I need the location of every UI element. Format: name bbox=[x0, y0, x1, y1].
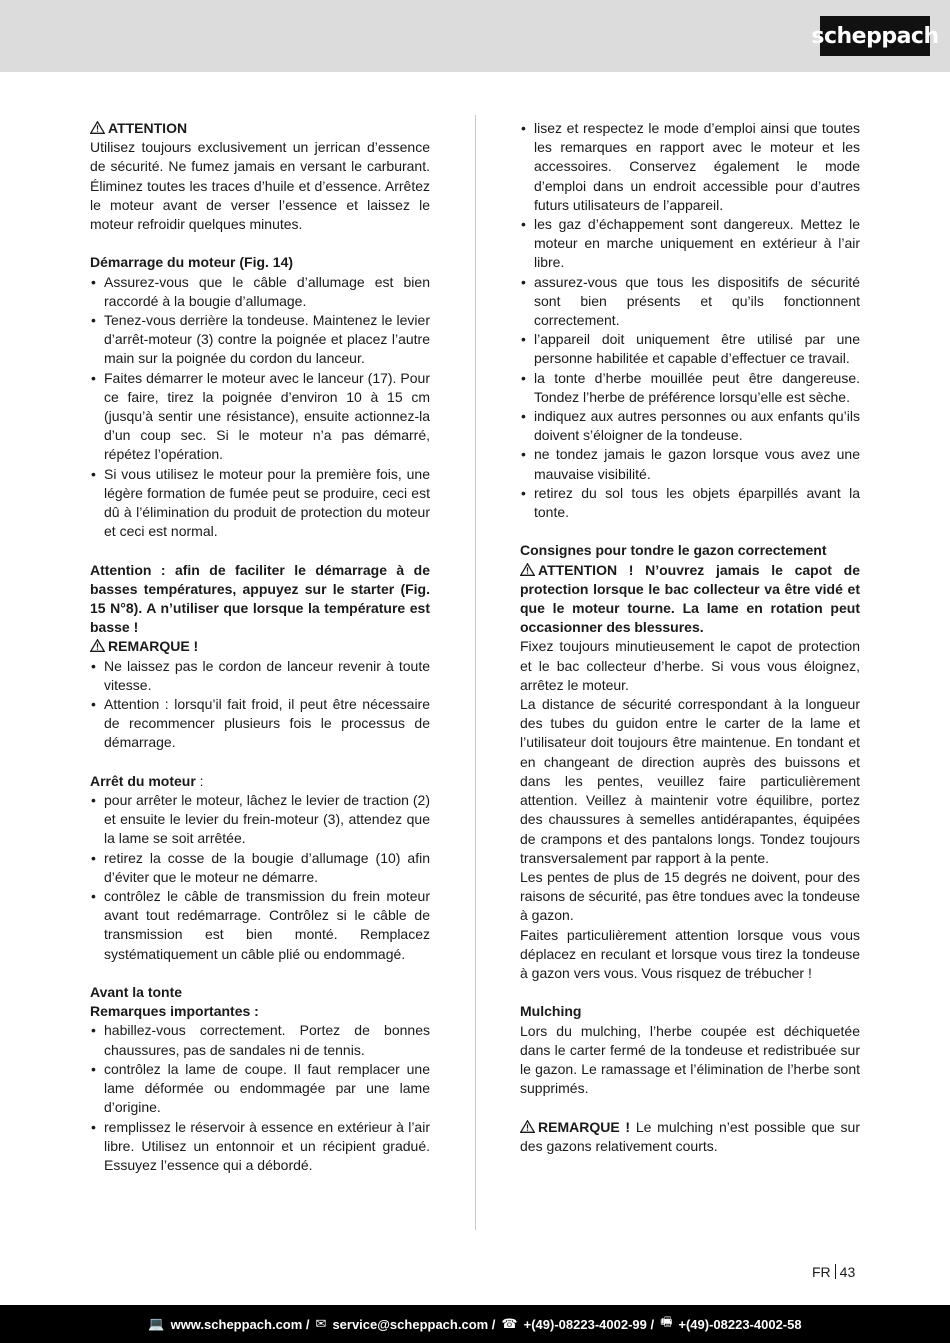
footer-phone: +(49)-08223-4002-99 / bbox=[523, 1316, 655, 1332]
attention-text: Utilisez toujours exclusivement un jerrican d’essence de sécurité. Ne fumez jamais en versant le carburant. Éliminez toutes les traces d’huile et d’essence. Arrêtez le moteur avant de verser l’essence et laissez le moteur refroidir quelques minutes. bbox=[90, 139, 430, 233]
header-band bbox=[0, 0, 950, 72]
engine-stop-heading-suffix: : bbox=[195, 772, 204, 789]
list-item: • contrôlez le câble de transmission du frein moteur avant tout redémarrage. Contrôlez si le câble de transmission est bien monté. Remplacez systématiquement un câble plié ou endommagé. bbox=[90, 887, 430, 964]
mulching-text: Lors du mulching, l’herbe coupée est déchiquetée dans le carter fermé de la tondeuse et redistribuée sur le gazon. Le ramassage et l’élimination de l’herbe sont supprimés. bbox=[520, 1022, 860, 1097]
paragraph: Les pentes de plus de 15 degrés ne doivent, pour des raisons de sécurité, pas être tondues avec la tondeuse à gazon. bbox=[520, 868, 860, 924]
right-column bbox=[520, 119, 860, 1156]
starter-note: Attention : afin de faciliter le démarrage à de basses températures, appuyez sur le starter (Fig. 15 N°8). A n’utiliser que lorsque la température est basse ! bbox=[90, 561, 430, 636]
list-item: • retirez du sol tous les objets éparpillés avant la tonte. bbox=[520, 484, 860, 522]
list-item: • Si vous utilisez le moteur pour la première fois, une légère formation de fumée peut se produire, ceci est dû à l’élimination du produit de protection du moteur et ceci est normal. bbox=[90, 465, 430, 542]
list-item: • la tonte d’herbe mouillée peut être dangereuse. Tondez l’herbe de préférence lorsqu’elle est sèche. bbox=[520, 369, 860, 407]
footer-fax: +(49)-08223-4002-58 bbox=[678, 1316, 802, 1332]
list-item: • lisez et respectez le mode d’emploi ainsi que toutes les remarques en rapport avec le moteur et les accessoires. Conservez également le mode d’emploi dans un endroit accessible pour d’autres futurs utilisateurs de l’appareil. bbox=[520, 119, 860, 215]
list-item: • Tenez-vous derrière la tondeuse. Maintenez le levier d’arrêt-moteur (3) contre la poignée et placez l’autre main sur la poignée du cordon du lanceur. bbox=[90, 311, 430, 369]
warning-triangle-icon bbox=[520, 1120, 535, 1133]
list-item: • Ne laissez pas le cordon de lanceur revenir à toute vitesse. bbox=[90, 657, 430, 695]
before-mowing-section bbox=[90, 983, 430, 1175]
engine-start-list bbox=[90, 273, 430, 542]
engine-start-heading: Démarrage du moteur (Fig. 14) bbox=[90, 254, 294, 271]
footer-email[interactable]: service@scheppach.com / bbox=[332, 1316, 496, 1332]
page-number bbox=[812, 1264, 855, 1280]
mulching-remarque-text: Le mulching n’est possible que sur des gazons relativement courts. bbox=[520, 1118, 860, 1154]
brand-logo: scheppach bbox=[820, 16, 930, 56]
before-mowing-list bbox=[90, 1021, 430, 1175]
fax-icon: 🖷 bbox=[660, 1314, 673, 1329]
phone-icon: ☎ bbox=[501, 1316, 518, 1331]
page-number-value: 43 bbox=[839, 1264, 856, 1280]
list-item: • les gaz d’échappement sont dangereux. Mettez le moteur en marche uniquement en extérieur à l’air libre. bbox=[520, 215, 860, 273]
list-item: • assurez-vous que tous les dispositifs de sécurité sont bien présents et qu’ils fonctionnent correctement. bbox=[520, 273, 860, 331]
mowing-warning-text: ATTENTION ! N’ouvrez jamais le capot de protection lorsque le bac collecteur va être vidé et que le moteur tourne. La lame en rotation peut occasionner des blessures. bbox=[520, 561, 860, 636]
list-item: • Faites démarrer le moteur avec le lanceur (17). Pour ce faire, tirez la poignée d’environ 10 à 15 cm (jusqu’à sentir une résistance), ensuite actionnez-la d’un coup sec. Si le moteur n’a pas démarré, répétez l’opération. bbox=[90, 369, 430, 465]
mail-icon: ✉ bbox=[315, 1316, 327, 1331]
engine-stop-heading: Arrêt du moteur bbox=[90, 772, 196, 789]
left-column bbox=[90, 119, 430, 1175]
page-separator bbox=[835, 1264, 836, 1279]
column-divider bbox=[475, 115, 476, 1230]
page-lang: FR bbox=[812, 1264, 831, 1280]
paragraph: Fixez toujours minutieusement le capot de protection et le bac collecteur d’herbe. Si vous vous éloignez, arrêtez le moteur. bbox=[520, 638, 860, 693]
engine-stop-list bbox=[90, 791, 430, 964]
fuel-attention-section bbox=[90, 119, 430, 234]
mulching-remarque bbox=[520, 1118, 860, 1156]
list-item: • remplissez le réservoir à essence en extérieur à l’air libre. Utilisez un entonnoir et un récipient gradué. Essuyez l’essence qui a débordé. bbox=[90, 1118, 430, 1176]
list-item: • Attention : lorsqu’il fait froid, il peut être nécessaire de recommencer plusieurs fois le processus de démarrage. bbox=[90, 695, 430, 753]
safety-list bbox=[520, 119, 860, 522]
important-notes-heading: Remarques importantes : bbox=[90, 1003, 259, 1020]
before-mowing-heading: Avant la tonte bbox=[90, 984, 183, 1001]
mulching-section bbox=[520, 1002, 860, 1098]
list-item: • Assurez-vous que le câble d’allumage est bien raccordé à la bougie d’allumage. bbox=[90, 273, 430, 311]
attention-heading: ATTENTION bbox=[108, 120, 188, 136]
safety-list-section bbox=[520, 119, 860, 522]
mulching-remarque-label: REMARQUE ! bbox=[538, 1118, 631, 1135]
remarque-heading: REMARQUE ! bbox=[108, 638, 199, 655]
warning-triangle-icon bbox=[90, 121, 105, 134]
engine-start-section bbox=[90, 253, 430, 541]
footer-contact-bar bbox=[0, 1305, 950, 1343]
list-item: • habillez-vous correctement. Portez de bonnes chaussures, pas de sandales ni de tennis. bbox=[90, 1021, 430, 1059]
paragraph: La distance de sécurité correspondant à la longueur des tubes du guidon entre le carter de la lame et l’utilisateur doit toujours être maintenue. En tondant et en changeant de direction auprès des buissons et dans les pentes, veuillez faire particulièrement attention. Veillez à maintenir votre équilibre, portez des chaussures à semelles antidérapantes, équipées de crampons et des pantalons longs. Tondez toujours transversalement par rapport à la pente. bbox=[520, 696, 860, 866]
mulching-heading: Mulching bbox=[520, 1003, 582, 1020]
mowing-instructions-section bbox=[520, 541, 860, 983]
starter-note-section bbox=[90, 561, 430, 753]
list-item: • ne tondez jamais le gazon lorsque vous avez une mauvaise visibilité. bbox=[520, 445, 860, 483]
paragraph: Faites particulièrement attention lorsque vous vous déplacez en reculant et lorsque vous tirez la tondeuse à gazon vers vous. Vous risquez de trébucher ! bbox=[520, 926, 860, 981]
warning-triangle-icon bbox=[520, 563, 535, 576]
laptop-icon: 💻 bbox=[148, 1316, 165, 1331]
list-item: • indiquez aux autres personnes ou aux enfants qu’ils doivent s’éloigner de la tondeuse. bbox=[520, 407, 860, 445]
list-item: • retirez la cosse de la bougie d’allumage (10) afin d’éviter que le moteur ne démarre. bbox=[90, 849, 430, 887]
list-item: • l’appareil doit uniquement être utilisé par une personne habilitée et capable d’effectuer ce travail. bbox=[520, 330, 860, 368]
footer-website[interactable]: www.scheppach.com / bbox=[170, 1316, 310, 1332]
engine-stop-section bbox=[90, 772, 430, 964]
list-item: • pour arrêter le moteur, lâchez le levier de traction (2) et ensuite le levier du frein-moteur (3), attendez que la lame se soit arrêtée. bbox=[90, 791, 430, 849]
mowing-instructions-heading: Consignes pour tondre le gazon correctement bbox=[520, 542, 827, 559]
warning-triangle-icon bbox=[90, 639, 105, 652]
remarque-list bbox=[90, 657, 430, 753]
list-item: • contrôlez la lame de coupe. Il faut remplacer une lame déformée ou endommagée par une lame d’origine. bbox=[90, 1060, 430, 1118]
